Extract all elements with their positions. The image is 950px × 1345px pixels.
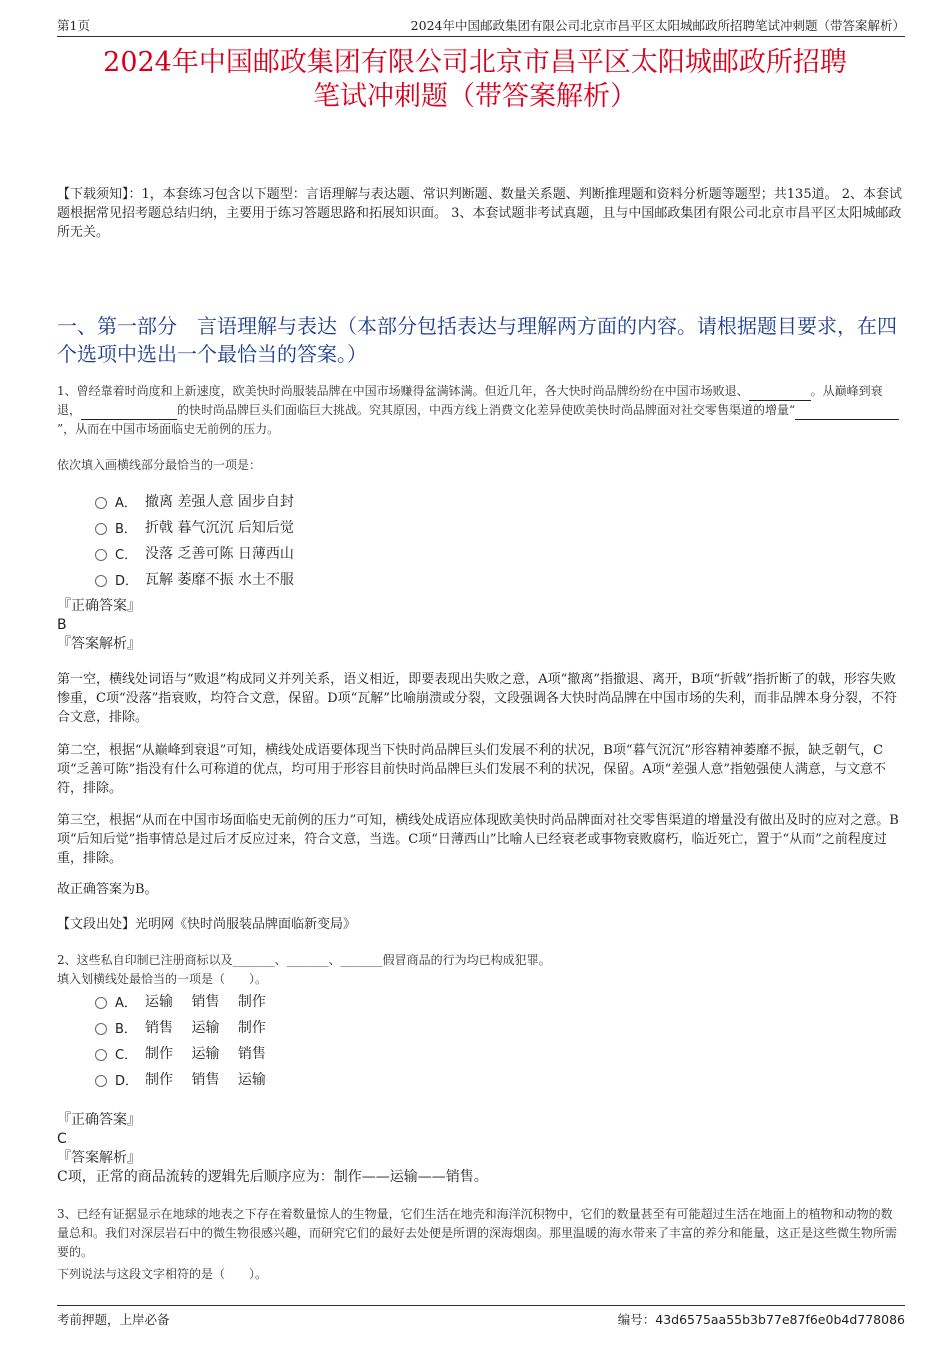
radio-icon[interactable] [95, 1023, 107, 1035]
q1-option-b[interactable] [95, 514, 294, 540]
option-text: 制作 销售 运输 [145, 1072, 266, 1088]
radio-icon[interactable] [95, 523, 107, 535]
option-text: 制作 运输 销售 [145, 1046, 266, 1062]
q1-blank-3 [795, 419, 899, 420]
q1-stem-a: 1、曾经靠着时尚度和上新速度，欧美快时尚服装品牌在中国市场赚得盆满钵满。但近几年，各大快时尚品牌纷纷在中国市场败退、 [57, 384, 749, 398]
q1-blank-2 [81, 419, 177, 420]
q1-stem-b: 。从巅峰到衰退， [57, 384, 883, 417]
option-label: A． [115, 495, 137, 511]
radio-icon[interactable] [95, 575, 107, 587]
option-label: B． [115, 1021, 137, 1037]
option-text: 撤离 差强人意 固步自封 [145, 494, 294, 510]
radio-icon[interactable] [95, 997, 107, 1009]
radio-icon[interactable] [95, 549, 107, 561]
page-footer [57, 1305, 905, 1334]
option-text: 运输 销售 制作 [145, 994, 266, 1010]
download-notice: 【下载须知】：1，本套练习包含以下题型：言语理解与表达题、常识判断题、数量关系题、判断推理题和资料分析题等题型；共135道。 2、本套试题根据常见招考题总结归纳，主要用于练习答题思路和拓展知识面。 3、本套试题非考试真题，且与中国邮政集团有限公司北京市昌平区太阳城邮政所无关。 [57, 187, 902, 240]
q1-answer-block [57, 597, 902, 654]
q1-analysis-label: 『答案解析』 [57, 636, 141, 652]
q1-stem [57, 382, 902, 439]
q2-answer: C [57, 1131, 67, 1147]
title-line-2: 笔试冲刺题（带答案解析） [313, 81, 637, 112]
q1-option-a[interactable] [95, 488, 294, 514]
option-text: 没落 乏善可陈 日薄西山 [145, 546, 294, 562]
option-text: 瓦解 萎靡不振 水土不服 [145, 572, 294, 588]
footer-code-label: 编号： [617, 1312, 656, 1327]
q1-conclusion: 故正确答案为B。 [57, 882, 158, 897]
option-label: A． [115, 995, 137, 1011]
q1-source: 【文段出处】光明网《快时尚服装品牌面临新变局》 [57, 917, 357, 932]
radio-icon[interactable] [95, 1075, 107, 1087]
q2-answer-block [57, 1111, 902, 1187]
q1-option-d[interactable] [95, 566, 294, 592]
q3-prompt: 下列说法与这段文字相符的是（ ）。 [57, 1267, 268, 1281]
option-text: 折戟 暮气沉沉 后知后觉 [145, 520, 294, 536]
q1-analysis-2: 第二空，根据“从巅峰到衰退”可知，横线处成语要体现当下快时尚品牌巨头们发展不利的状况，B项“暮气沉沉”形容精神萎靡不振，缺乏朝气，C项“乏善可陈”指没有什么可称道的优点，均可用于形容目前快时尚品牌巨头们发展不利的状况，保留。A项“差强人意”指勉强使人满意，与文意不符，排除。 [57, 743, 886, 796]
radio-icon[interactable] [95, 1049, 107, 1061]
q1-stem-d: ”，从而在中国市场面临史无前例的压力。 [57, 422, 280, 436]
option-label: D． [115, 1073, 139, 1089]
q1-answer-label: 『正确答案』 [57, 598, 141, 614]
option-label: D． [115, 573, 139, 589]
q2-option-b[interactable] [95, 1014, 266, 1040]
q2-option-d[interactable] [95, 1066, 266, 1092]
document-title [40, 46, 910, 114]
q2-analysis: C项，正常的商品流转的逻辑先后顺序应为：制作——运输——销售。 [57, 1169, 488, 1185]
section-title: 一、第一部分 言语理解与表达（本部分包括表达与理解两方面的内容。请根据题目要求，在四个选项中选出一个最恰当的答案。） [57, 314, 897, 366]
header-doc-title: 2024年中国邮政集团有限公司北京市昌平区太阳城邮政所招聘笔试冲刺题（带答案解析） [410, 18, 905, 33]
q1-stem-c: 的快时尚品牌巨头们面临巨大挑战。究其原因，中西方线上消费文化差异使欧美快时尚品牌面对社交零售渠道的增量“ [177, 403, 796, 417]
q2-analysis-label: 『答案解析』 [57, 1150, 141, 1166]
q2-answer-label: 『正确答案』 [57, 1112, 141, 1128]
q2-stem: 2、这些私自印制已注册商标以及_______、_______、_______假冒商品的行为均已构成犯罪。 [57, 953, 551, 967]
q3-stem: 3、已经有证据显示在地球的地表之下存在着数量惊人的生物量，它们生活在地壳和海洋沉积物中，它们的数量甚至有可能超过生活在地面上的植物和动物的数量总和。我们对深层岩石中的微生物很感兴趣，而研究它们的最好去处便是所谓的深海烟囱。那里温暖的海水带来了丰富的养分和能量，这正是这些微生物所需要的。 [57, 1207, 898, 1259]
q1-option-c[interactable] [95, 540, 294, 566]
q1-prompt: 依次填入画横线部分最恰当的一项是： [57, 458, 262, 472]
page-header [57, 16, 905, 37]
option-label: B． [115, 521, 137, 537]
footer-slogan: 考前押题，上岸必备 [57, 1312, 170, 1327]
q1-analysis-1: 第一空，横线处词语与“败退”构成同义并列关系，语义相近，即要表现出失败之意，A项“撤离”指撤退、离开，B项“折戟”指折断了的戟，形容失败惨重，C项“没落”指衰败，均符合文意，保留。D项“瓦解”比喻崩溃或分裂，文段强调各大快时尚品牌在中国市场的失利，而非品牌本身分裂，不符合文意，排除。 [57, 672, 897, 725]
q1-options [95, 488, 294, 592]
q2-option-a[interactable] [95, 988, 266, 1014]
q1-blank-1 [749, 400, 811, 401]
page-number: 第1页 [57, 18, 90, 33]
radio-icon[interactable] [95, 497, 107, 509]
q1-answer: B [57, 617, 67, 633]
option-label: C． [115, 547, 138, 563]
q2-prompt: 填入划横线处最恰当的一项是（ ）。 [57, 972, 268, 986]
q2-options [95, 988, 266, 1092]
q2-option-c[interactable] [95, 1040, 266, 1066]
footer-code [618, 1310, 905, 1334]
title-line-1: 2024年中国邮政集团有限公司北京市昌平区太阳城邮政所招聘 [103, 47, 847, 78]
option-text: 销售 运输 制作 [145, 1020, 266, 1036]
option-label: C． [115, 1047, 138, 1063]
q1-analysis-3: 第三空，根据“从而在中国市场面临史无前例的压力”可知，横线处成语应体现欧美快时尚品牌面对社交零售渠道的增量没有做出及时的应对之意。B项“后知后觉”指事情总是过后才反应过来，符合文意，当选。C项“日薄西山”比喻人已经衰老或事物衰败腐朽，临近死亡，置于“从而”之前程度过重，排除。 [57, 813, 899, 866]
footer-code-value: 43d6575aa55b3b77e87f6e0b4d778086 [655, 1312, 905, 1327]
